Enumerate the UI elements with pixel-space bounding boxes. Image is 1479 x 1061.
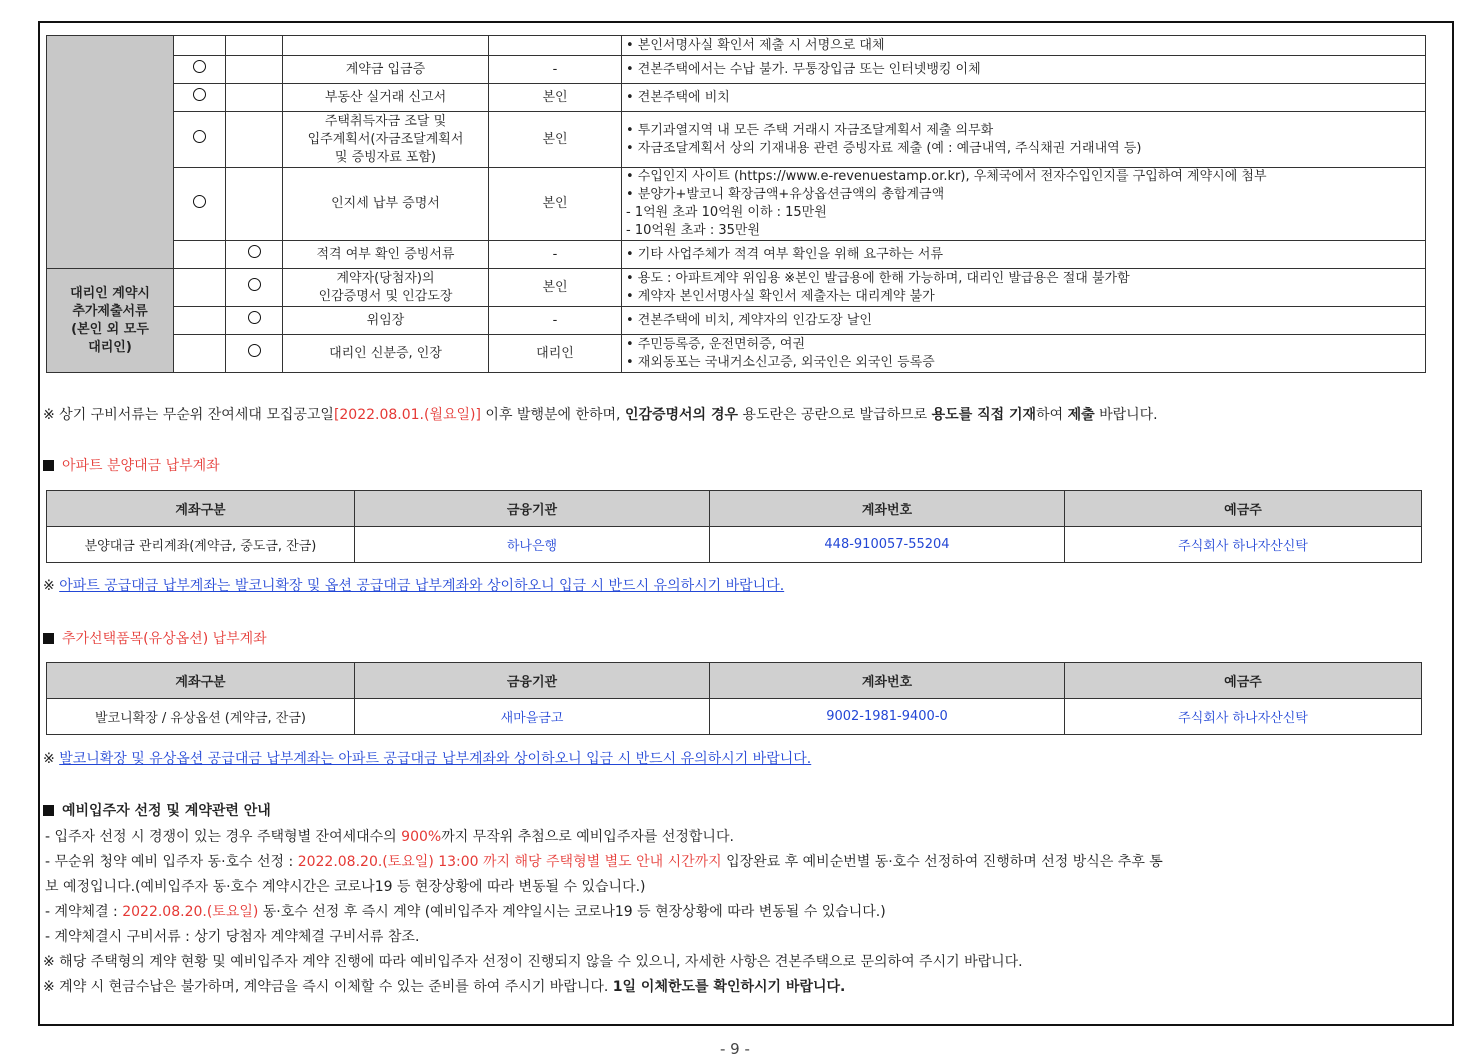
issuer-cell: - (489, 241, 622, 269)
issuer-cell: 본인 (489, 112, 622, 168)
square-bullet-icon (43, 805, 54, 816)
check-cell (174, 269, 226, 307)
circle-mark-icon (248, 278, 261, 291)
documents-note: ※ 상기 구비서류는 무순위 잔여세대 모집공고일[2022.08.01.(월요일)] 이후 발행분에 한하며, 인감증명서의 경우 용도란은 공란으로 발급하므로 용도를 직접 기재하여 제출 바랍니다. (43, 407, 1158, 423)
table-row (47, 84, 1426, 112)
description-line: • 분양가+발코니 확장금액+유상옵션금액의 총합계금액 (626, 187, 945, 202)
check-cell (174, 36, 226, 56)
description-cell (622, 241, 1426, 269)
col-header: 예금주 (1065, 491, 1422, 527)
issuer-cell: 대리인 (489, 335, 622, 373)
reserve-line-4: - 계약체결 : 2022.08.20.(토요일) 동·호수 선정 후 즉시 계약 (예비입주자 계약일시는 코로나19 등 현장상황에 따라 변동될 수 있습니다.) (45, 904, 886, 920)
section-option-account-title: 추가선택품목(유상옵션) 납부계좌 (43, 628, 267, 648)
col-header: 계좌구분 (47, 663, 355, 699)
required-documents-table (46, 35, 1426, 373)
check-cell (226, 168, 283, 241)
reserve-line-7: ※ 계약 시 현금수납은 불가하며, 계약금을 즉시 이체할 수 있는 준비를 하여 주시기 바랍니다. 1일 이체한도를 확인하시기 바랍니다. (43, 979, 846, 995)
check-cell (226, 269, 283, 307)
document-name: 계약금 입금증 (283, 56, 489, 84)
description-line: • 자금조달계획서 상의 기재내용 관련 증빙자료 제출 (예 : 예금내역, 주식채권 거래내역 등) (626, 140, 1142, 156)
document-name: 적격 여부 확인 증빙서류 (283, 241, 489, 269)
col-header: 금융기관 (355, 663, 710, 699)
section-reserve-title: 예비입주자 선정 및 계약관련 안내 (43, 800, 271, 820)
reserve-line-2: - 무순위 청약 예비 입주자 동·호수 선정 : 2022.08.20.(토요일) 13:00 까지 해당 주택형별 별도 안내 시간까지 입장완료 후 예비순번별 동·호수 선정하여 진행하며 선정 방식은 추후 통 (45, 854, 1163, 870)
col-header: 예금주 (1065, 663, 1422, 699)
page-number: - 9 - (720, 1040, 750, 1058)
table-row (47, 168, 1426, 241)
circle-mark-icon (193, 195, 206, 208)
table-row (47, 36, 1426, 56)
document-name (283, 36, 489, 56)
description-cell (622, 84, 1426, 112)
issuer-cell: 본인 (489, 84, 622, 112)
description-cell (622, 56, 1426, 84)
description-line: • 견본주택에 비치, 계약자의 인감도장 날인 (626, 312, 872, 328)
check-cell (226, 335, 283, 373)
document-name: 계약자(당첨자)의 인감증명서 및 인감도장 (283, 269, 489, 307)
check-cell (226, 241, 283, 269)
description-cell (622, 335, 1426, 373)
description-line: • 투기과열지역 내 모든 주택 거래시 자금조달계획서 제출 의무화 (626, 122, 994, 138)
issuer-cell: - (489, 307, 622, 335)
description-line: - 10억원 초과 : 35만원 (626, 223, 761, 238)
description-line: • 주민등록증, 운전면허증, 여권 (626, 336, 806, 352)
check-cell (174, 112, 226, 168)
section-apartment-account-title: 아파트 분양대금 납부계좌 (43, 455, 220, 475)
check-cell (226, 112, 283, 168)
reserve-line-5: - 계약체결시 구비서류 : 상기 당첨자 계약체결 구비서류 참조. (45, 929, 420, 945)
issuer-cell: - (489, 56, 622, 84)
description-line: - 1억원 초과 10억원 이하 : 15만원 (626, 205, 827, 220)
circle-mark-icon (193, 130, 206, 143)
document-name: 부동산 실거래 신고서 (283, 84, 489, 112)
option-account-table (46, 662, 1422, 735)
check-cell (174, 168, 226, 241)
check-cell (226, 84, 283, 112)
check-cell (174, 84, 226, 112)
circle-mark-icon (193, 60, 206, 73)
description-cell (622, 36, 1426, 56)
document-name: 주택취득자금 조달 및 입주계획서(자금조달계획서 및 증빙자료 포함) (283, 112, 489, 168)
description-cell (622, 168, 1426, 241)
col-header: 계좌번호 (710, 491, 1065, 527)
reserve-line-6: ※ 해당 주택형의 계약 현황 및 예비입주자 계약 진행에 따라 예비입주자 선정이 진행되지 않을 수 있으니, 자세한 사항은 견본주택으로 문의하여 주시기 바랍니다. (43, 954, 1023, 970)
circle-mark-icon (193, 88, 206, 101)
apartment-account-note[interactable]: ※ 아파트 공급대금 납부계좌는 발코니확장 및 옵션 공급대금 납부계좌와 상이하오니 입금 시 반드시 유의하시기 바랍니다. (43, 578, 785, 594)
col-header: 계좌번호 (710, 663, 1065, 699)
document-name: 위임장 (283, 307, 489, 335)
table-row: 분양대금 관리계좌(계약금, 중도금, 잔금) 하나은행 448-910057-55204 주식회사 하나자산신탁 (47, 527, 1422, 563)
reserve-line-1: - 입주자 선정 시 경쟁이 있는 경우 주택형별 잔여세대수의 900%까지 무작위 추첨으로 예비입주자를 선정합니다. (45, 829, 734, 845)
description-line: • 용도 : 아파트계약 위임용 ※본인 발급용에 한해 가능하며, 대리인 발급용은 절대 불가함 (626, 270, 1130, 286)
description-line: • 수입인지 사이트 (https://www.e-revenuestamp.or.kr), 우체국에서 전자수입인지를 구입하여 계약시에 첨부 (626, 169, 1267, 184)
description-line: • 기타 사업주체가 적격 여부 확인을 위해 요구하는 서류 (626, 246, 944, 262)
col-header: 계좌구분 (47, 491, 355, 527)
description-cell (622, 269, 1426, 307)
reserve-line-3: 보 예정입니다.(예비입주자 동·호수 계약시간은 코로나19 등 현장상황에 따라 변동될 수 있습니다.) (45, 879, 646, 895)
table-row (47, 307, 1426, 335)
table-row (47, 269, 1426, 307)
table-row (47, 241, 1426, 269)
option-account-note[interactable]: ※ 발코니확장 및 유상옵션 공급대금 납부계좌는 아파트 공급대금 납부계좌와 상이하오니 입금 시 반드시 유의하시기 바랍니다. (43, 751, 812, 767)
description-line: • 견본주택에 비치 (626, 89, 730, 105)
col-header: 금융기관 (355, 491, 710, 527)
square-bullet-icon (43, 460, 54, 471)
table-row (47, 335, 1426, 373)
table-row (47, 56, 1426, 84)
issuer-cell: 본인 (489, 168, 622, 241)
check-cell (174, 335, 226, 373)
apartment-account-table (46, 490, 1422, 563)
square-bullet-icon (43, 633, 54, 644)
issuer-cell (489, 36, 622, 56)
check-cell (174, 241, 226, 269)
document-name: 인지세 납부 증명서 (283, 168, 489, 241)
category-cell (47, 36, 174, 269)
check-cell (226, 36, 283, 56)
check-cell (174, 56, 226, 84)
description-cell (622, 112, 1426, 168)
check-cell (174, 307, 226, 335)
circle-mark-icon (248, 245, 261, 258)
table-row: 발코니확장 / 유상옵션 (계약금, 잔금) 새마을금고 9002-1981-9400-0 주식회사 하나자산신탁 (47, 699, 1422, 735)
description-line: • 재외동포는 국내거소신고증, 외국인은 외국인 등록증 (626, 354, 935, 370)
proxy-group-label: 대리인 계약시 추가제출서류 (본인 외 모두 대리인) (47, 269, 174, 373)
circle-mark-icon (248, 344, 261, 357)
document-name: 대리인 신분증, 인장 (283, 335, 489, 373)
description-cell (622, 307, 1426, 335)
description-line: • 견본주택에서는 수납 불가. 무통장입금 또는 인터넷뱅킹 이체 (626, 61, 981, 77)
check-cell (226, 56, 283, 84)
check-cell (226, 307, 283, 335)
table-row (47, 112, 1426, 168)
circle-mark-icon (248, 311, 261, 324)
description-line: • 계약자 본인서명사실 확인서 제출자는 대리계약 불가 (626, 288, 935, 304)
description-line: • 본인서명사실 확인서 제출 시 서명으로 대체 (626, 37, 885, 53)
issuer-cell: 본인 (489, 269, 622, 307)
